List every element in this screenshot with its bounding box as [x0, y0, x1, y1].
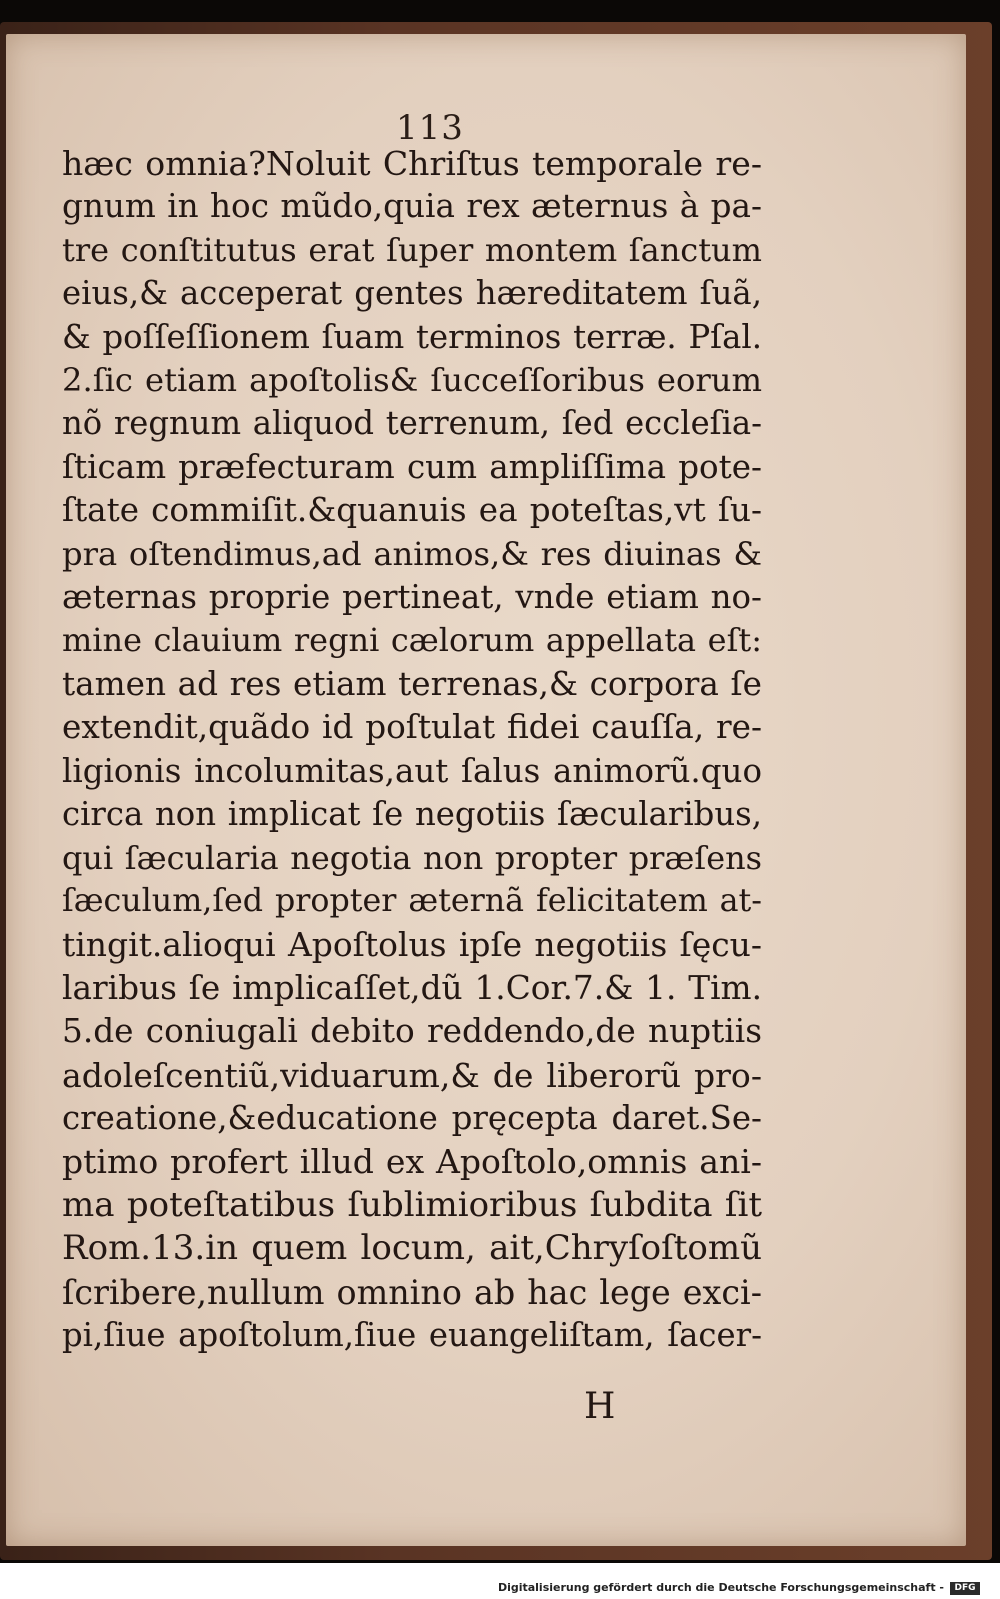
- text-line: creatione,&educatione pręcepta daret.Se-: [62, 1098, 762, 1137]
- text-line: ſtate commiſit.&quanuis ea poteſtas,vt ſu-: [62, 491, 762, 530]
- text-line: æternas proprie pertineat, vnde etiam no-: [62, 578, 762, 617]
- dfg-logo: DFG: [950, 1582, 980, 1595]
- text-line: & poſſeſſionem ſuam terminos terræ. Pſal.: [62, 317, 762, 356]
- text-line: 2.ſic etiam apoſtolis& ſucceſſoribus eorum: [62, 361, 762, 400]
- text-line: laribus ſe implicaſſet,dũ 1.Cor.7.& 1. Tim.: [62, 968, 762, 1007]
- text-line: Rom.13.in quem locum, ait,Chryſoſtomũ: [62, 1228, 762, 1269]
- text-line: circa non implicat ſe negotiis ſæcularibus,: [62, 795, 762, 834]
- text-line: extendit,quãdo id poſtulat fidei cauſſa, re-: [62, 708, 762, 747]
- text-line: pra oſtendimus,ad animos,& res diuinas &: [62, 534, 762, 573]
- funding-credit: Digitalisierung gefördert durch die Deutsche Forschungsgemeinschaft -: [497, 1581, 944, 1594]
- text-line: tingit.alioqui Apoſtolus ipſe negotiis ſęcu-: [62, 925, 762, 965]
- text-line: tre conſtitutus erat ſuper montem ſanctum: [62, 230, 762, 269]
- text-line: nõ regnum aliquod terrenum, ſed eccleſia-: [62, 404, 762, 443]
- text-line: mine clauium regni cælorum appellata eſt:: [62, 621, 762, 660]
- text-line: gnum in hoc mũdo,quia rex æternus à pa-: [62, 187, 762, 226]
- text-line: tamen ad res etiam terrenas,& corpora ſe: [62, 664, 762, 703]
- text-line: ſticam præfecturam cum ampliſſima pote-: [62, 447, 762, 486]
- text-line: ſæculum,ſed propter æternã felicitatem at-: [62, 882, 762, 919]
- text-line: ligionis incolumitas,aut ſalus animorũ.quo: [62, 751, 762, 790]
- body-text: [62, 142, 762, 1357]
- text-line: pi,ſiue apoſtolum,ſiue euangeliſtam, ſacer-: [62, 1315, 762, 1354]
- digitization-footer: [0, 1563, 1000, 1599]
- text-line: hæc omnia?Noluit Chriſtus temporale re-: [62, 144, 762, 183]
- text-line: ſcribere,nullum omnino ab hac lege exci-: [62, 1272, 762, 1312]
- text-line: qui ſæcularia negotia non propter præſens: [62, 838, 762, 877]
- text-line: adoleſcentiũ,viduarum,& de liberorũ pro-: [62, 1055, 762, 1095]
- text-line: eius,& acceperat gentes hæreditatem ſuã,: [62, 274, 762, 313]
- page-number: 113: [396, 108, 464, 148]
- signature-mark: H: [584, 1386, 616, 1427]
- text-line: ma poteſtatibus ſublimioribus ſubdita ſit: [62, 1184, 762, 1225]
- text-line: 5.de coniugali debito reddendo,de nuptiis: [62, 1012, 762, 1051]
- text-line: ptimo profert illud ex Apoſtolo,omnis ani-: [62, 1142, 762, 1182]
